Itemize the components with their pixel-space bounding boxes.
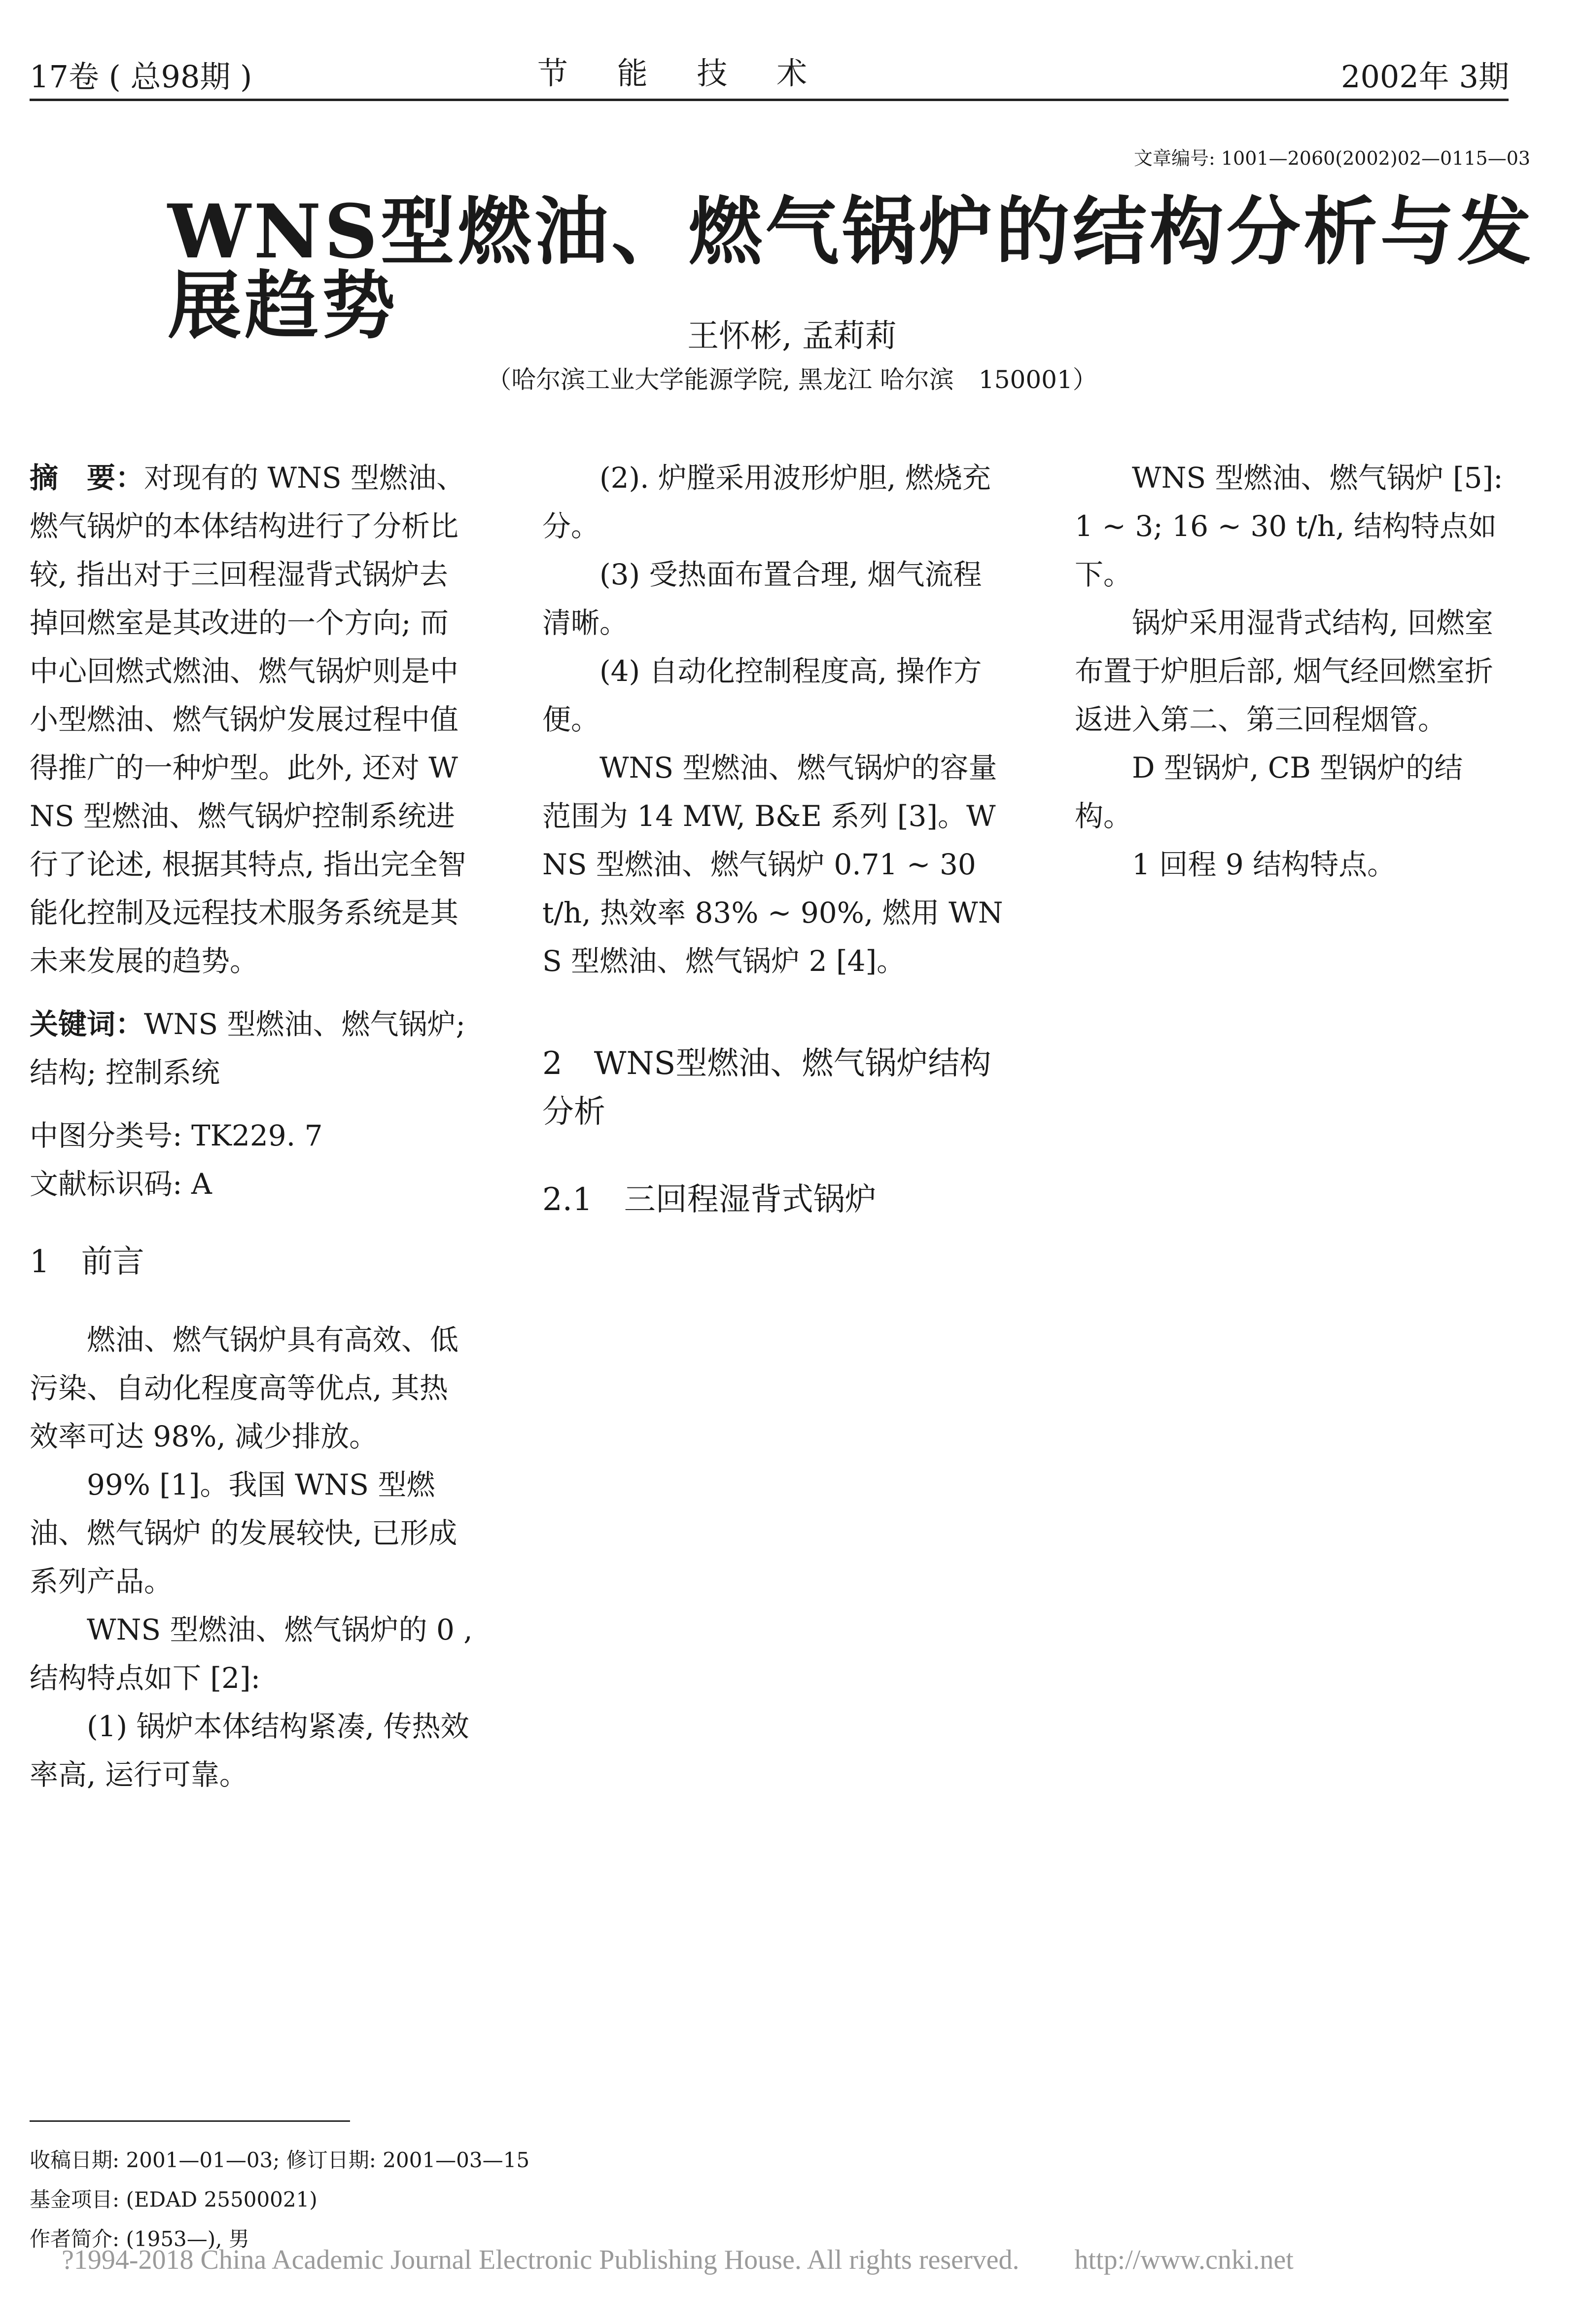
abstract-label: 摘 要： <box>30 461 144 495</box>
col1-paragraph: WNS 型燃油、燃气锅炉的 0 , 结构特点如下 [2]: <box>30 1613 473 1695</box>
paper-title: WNS型燃油、燃气锅炉的结构分析与发展趋势 <box>168 188 1534 349</box>
column-1 <box>30 454 473 1799</box>
document-code: 文献标识码: A <box>30 1167 212 1201</box>
col3-paragraph: 1 回程 9 结构特点。 <box>1132 848 1396 881</box>
keywords-label: 关键词： <box>30 1007 144 1041</box>
keywords <box>30 1000 473 1097</box>
footnote-fund: 基金项目: (EDAD 25500021) <box>30 2187 317 2212</box>
keywords-text: WNS 型燃油、燃气锅炉; 结构; 控制系统 <box>30 1007 466 1089</box>
col3-paragraph: 锅炉采用湿背式结构, 回燃室布置于炉胆后部, 烟气经回燃室折返进入第二、第三回程烟管。 <box>1075 606 1493 736</box>
running-head-left: 17卷 ( 总98期 ) <box>30 59 252 95</box>
header-rule <box>30 99 1509 101</box>
col2-paragraph: WNS 型燃油、燃气锅炉的容量范围为 14 MW, B&E 系列 [3]。WNS 型燃油、燃气锅炉 0.71 ~ 30 t/h, 热效率 83% ~ 90%, 燃用 WNS 型燃油、燃气锅炉 2 [4]。 <box>542 751 1003 978</box>
abstract <box>30 454 473 985</box>
col3-paragraph: D 型锅炉, CB 型锅炉的结构。 <box>1075 751 1463 833</box>
col1-paragraph: 燃油、燃气锅炉具有高效、低污染、自动化程度高等优点, 其热效率可达 98%, 减少排放。 <box>30 1323 459 1453</box>
col1-paragraph: 99% [1]。我国 WNS 型燃油、燃气锅炉 的发展较快, 已形成系列产品。 <box>30 1468 458 1598</box>
copyright-footer: ?1994-2018 China Academic Journal Electronic Publishing House. All rights reserved. http://www.cnki.net <box>62 2245 1294 2275</box>
section-2-1-heading: 2.1 三回程湿背式锅炉 <box>542 1181 877 1218</box>
running-head-right: 2002年 3期 <box>1341 59 1509 95</box>
section-1-heading: 1 前言 <box>30 1244 144 1280</box>
column-3 <box>1075 454 1518 889</box>
classification-number: 中图分类号: TK229. 7 <box>30 1119 323 1152</box>
authors: 王怀彬, 孟莉莉 <box>687 318 897 355</box>
footnote-bio: 作者简介: (1953—), 男 <box>30 2227 249 2251</box>
footnote-received: 收稿日期: 2001—01—03; 修订日期: 2001—03—15 <box>30 2148 530 2172</box>
col2-paragraph: (3) 受热面布置合理, 烟气流程清晰。 <box>542 558 982 640</box>
footnote-rule <box>30 2120 350 2122</box>
affiliation: （哈尔滨工业大学能源学院, 黑龙江 哈尔滨 150001） <box>487 365 1097 394</box>
col3-paragraph: WNS 型燃油、燃气锅炉 [5]: 1 ~ 3; 16 ~ 30 t/h, 结构特点如下。 <box>1075 461 1503 591</box>
section-2-heading: 2 WNS型燃油、燃气锅炉结构分析 <box>542 1045 991 1130</box>
col2-paragraph: (2). 炉膛采用波形炉胆, 燃烧充分。 <box>542 461 991 543</box>
article-number: 文章编号: 1001—2060(2002)02—0115—03 <box>1134 147 1531 169</box>
running-head-center: 节 能 技 术 <box>537 55 827 91</box>
abstract-text: 对现有的 WNS 型燃油、燃气锅炉的本体结构进行了分析比较, 指出对于三回程湿背式锅炉去掉回燃室是其改进的一个方向; 而中心回燃式燃油、燃气锅炉则是中小型燃油、燃气锅炉发展过程中值得推广的一种炉型。此外, 还对 WNS 型燃油、燃气锅炉控制系统进行了论述, 根据其特点, 指出完全智能化控制及远程技术服务系统是其未来发展的趋势。 <box>30 461 466 978</box>
col2-paragraph: (4) 自动化控制程度高, 操作方便。 <box>542 654 982 736</box>
column-2 <box>542 454 1006 1224</box>
col1-paragraph: (1) 锅炉本体结构紧凑, 传热效率高, 运行可靠。 <box>30 1710 469 1791</box>
